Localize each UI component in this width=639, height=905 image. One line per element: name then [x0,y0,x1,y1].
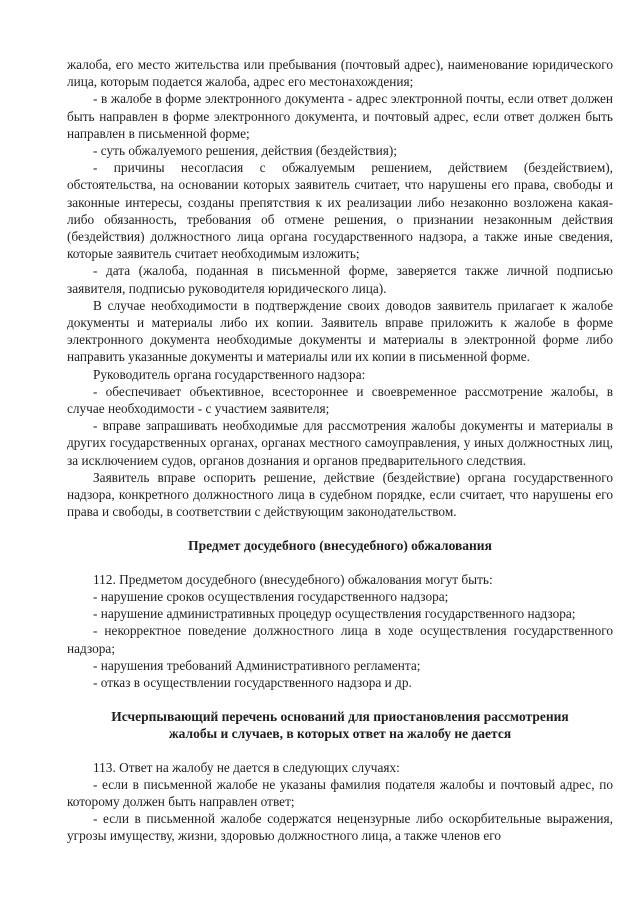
paragraph: Руководитель органа государственного надзора: [93,366,366,382]
paragraph: Заявитель вправе оспорить решение, действие (бездействие) органа государственного надзора, конкретного должностного лица в судебном порядке, если считает, что нарушены его права и свободы, в соответствии с действующим законодательством. [67,469,613,520]
list-item: - нарушение сроков осуществления государственного надзора; [93,588,449,604]
paragraph: - суть обжалуемого решения, действия (бездействия); [93,143,398,159]
paragraph: - обеспечивает объективное, всестороннее и своевременное рассмотрение жалобы, в случае необходимости - с участием заявителя; [67,383,613,417]
list-item: - некорректное поведение должностного лица в ходе осуществления государственного надзора; [67,623,613,656]
section-heading: Предмет досудебного (внесудебного) обжалования [188,538,492,554]
paragraph: В случае необходимости в подтверждение своих доводов заявитель прилагает к жалобе документы и материалы либо их копии. Заявитель вправе приложить к жалобе в форме электронного документа необходимые документы и материалы в электронной форме либо направить указанные документы и материалы или их копии в письменной форме. [67,297,613,365]
list-item: - если в письменной жалобе содержатся нецензурные либо оскорбительные выражения, угрозы имуществу, жизни, здоровью должностного лица, а также членов его [67,811,613,844]
paragraphs-bottom [67,759,613,845]
document-page [67,56,613,845]
paragraph: жалоба, его место жительства или пребывания (почтовый адрес), наименование юридического лица, которым подается жалоба, адрес его местонахождения; [67,57,613,90]
paragraph: - в жалобе в форме электронного документа - адрес электронной почты, если ответ должен быть направлен в форме электронного документа, и почтовый адрес, если ответ должен быть направлен в письменной форме; [67,91,613,141]
list-item: - нарушение административных процедур осуществления государственного надзора; [93,606,576,622]
paragraph: - причины несогласия с обжалуемым решением, действием (бездействием), обстоятельства, на основании которых заявитель считает, что нарушены его права, свободы и законные интересы, созданы препятствия к их реализации либо незаконно возложена какая-либо обязанность, требования об отмене решения, о признании незаконным действия (бездействия) должностного лица органа государственного надзора, а также иные сведения, которые заявитель считает необходимым изложить; [67,160,613,262]
paragraph: - дата (жалоба, поданная в письменной форме, заверяется также личной подписью заявителя, подписью руководителя юридического лица). [67,263,613,296]
section-heading-line-2: жалобы и случаев, в которых ответ на жалобу не дается [168,726,512,742]
paragraph: 112. Предметом досудебного (внесудебного) обжалования могут быть: [93,571,493,587]
list-item: - если в письменной жалобе не указаны фамилия подателя жалобы и почтовый адрес, по которому должен быть направлен ответ; [67,776,613,809]
paragraph: - вправе запрашивать необходимые для рассмотрения жалобы документы и материалы в других государственных органах, органах местного самоуправления, у иных должностных лиц, за исключением судов, органов дознания и органов предварительного следствия. [67,418,613,468]
list-item: - отказ в осуществлении государственного надзора и др. [93,674,412,690]
paragraphs-mid [67,571,613,691]
list-item: - нарушения требований Административного регламента; [93,657,421,673]
paragraph: 113. Ответ на жалобу не дается в следующих случаях: [93,759,400,775]
section-heading: Исчерпывающий перечень оснований для приостановления рассмотрения [111,709,569,725]
paragraphs-top [67,56,613,520]
